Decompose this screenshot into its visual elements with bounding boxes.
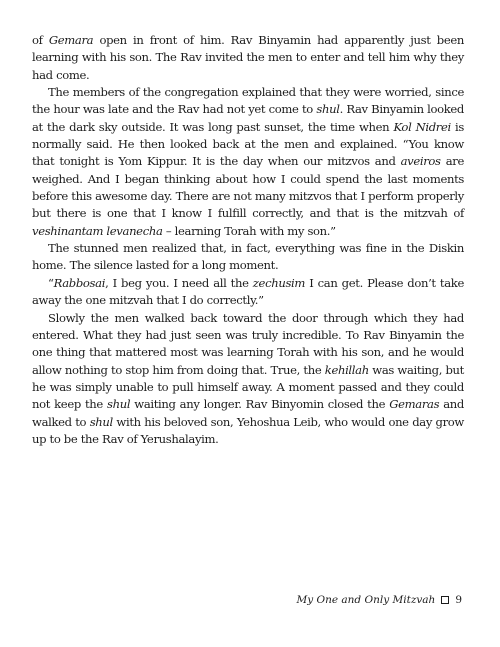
text-run: was waiting, but he was simply unable to pull himself away. A moment passed and they could not keep the xyxy=(32,362,464,412)
text-run: and walked to xyxy=(32,397,464,429)
italic-term: kehillah xyxy=(324,362,369,377)
italic-term: Gemara xyxy=(48,33,94,47)
text-run: “ xyxy=(48,275,54,290)
footer-book-title: My One and Only Mitzvah xyxy=(296,594,436,606)
square-ornament-icon xyxy=(441,596,449,604)
italic-term: aveiros xyxy=(400,154,441,169)
text-run: Slowly the men walked back toward the door through which they had entered. What they had just seen was truly incredible. To Rav Binyamin the one thing that mattered most was learning Torah with his son, and he would allow nothing to stop him from doing that. True, the xyxy=(32,310,464,377)
text-run: open in front of him. Rav Binyamin had apparently just been learning with his son. The Rav invited the men to enter and tell him why they had come. xyxy=(32,33,464,82)
paragraph xyxy=(32,84,464,240)
text-run: – learning Torah with my son.” xyxy=(162,223,336,238)
text-run: of xyxy=(32,33,49,47)
italic-term: shul xyxy=(106,397,131,412)
italic-term: zechusim xyxy=(252,275,306,290)
text-run: I can get. Please don’t take away the one mitzvah that I do correctly.” xyxy=(32,275,464,308)
paragraph xyxy=(32,32,464,84)
italic-term: shul xyxy=(316,102,340,117)
italic-term: Gemaras xyxy=(389,397,440,412)
italic-term: veshinantam levanecha xyxy=(32,223,163,238)
text-run: , I beg you. I need all the xyxy=(105,275,253,290)
body-text xyxy=(32,32,464,448)
paragraph xyxy=(32,275,464,310)
paragraph xyxy=(32,310,464,449)
text-run: waiting any longer. Rav Binyomin closed the xyxy=(130,397,390,412)
page-number: 9 xyxy=(455,594,462,606)
italic-term: Kol Nidrei xyxy=(393,119,451,134)
running-footer xyxy=(296,594,462,606)
text-run: is normally said. He then looked back at the men and explained. “You know that tonight is Yom Kippur. It is the day when our mitzvos and xyxy=(32,119,464,169)
text-run: The members of the congregation explained that they were worried, since the hour was late and the Rav had not yet come to xyxy=(32,85,464,117)
text-run: are weighed. And I began thinking about how I could spend the last moments before this awesome day. There are not many mitzvos that I perform properly but there is one that I know I fulfill correctly, and that is the mitzvah of xyxy=(32,154,464,221)
italic-term: Rabbosai xyxy=(53,275,106,290)
paragraph xyxy=(32,240,464,275)
text-run: The stunned men realized that, in fact, everything was fine in the Diskin home. The silence lasted for a long moment. xyxy=(32,241,464,273)
text-run: with his beloved son, Yehoshua Leib, who would one day grow up to be the Rav of Yerushalayim. xyxy=(32,414,464,446)
text-run: . Rav Binyamin looked at the dark sky outside. It was long past sunset, the time when xyxy=(32,102,464,134)
italic-term: shul xyxy=(89,414,113,429)
